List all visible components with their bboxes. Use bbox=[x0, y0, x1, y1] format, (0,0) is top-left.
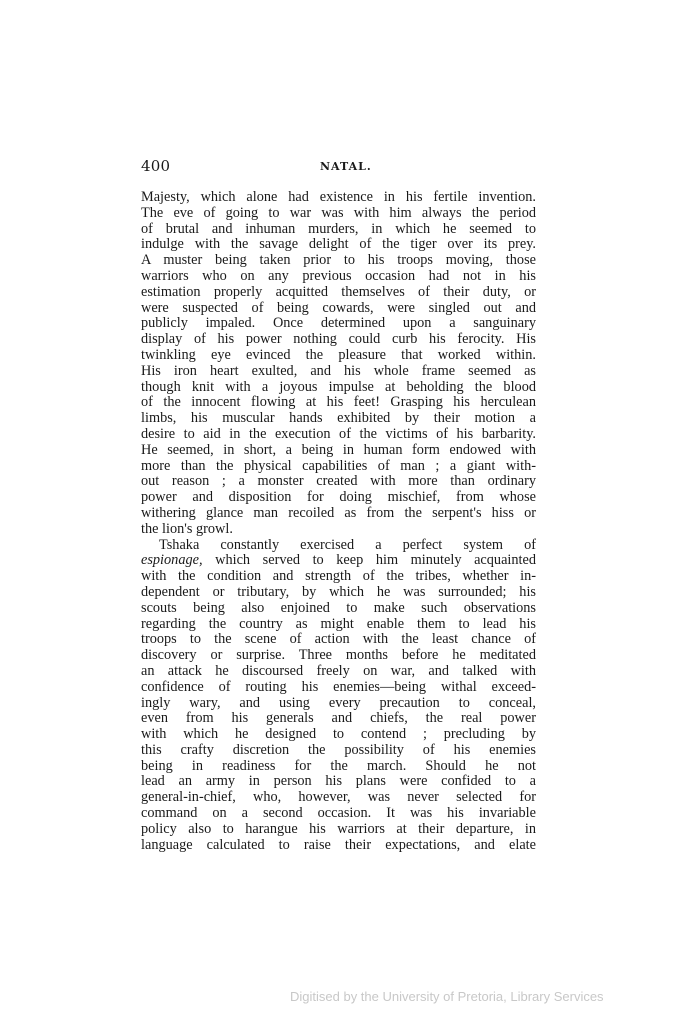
text-line: being in readiness for the march. Should he not bbox=[141, 757, 536, 774]
text-line: scouts being also enjoined to make such observations bbox=[141, 599, 536, 616]
text-line: of the innocent flowing at his feet! Grasping his herculean bbox=[141, 394, 536, 411]
text-line: discovery or surprise. Three months before he meditated bbox=[141, 647, 536, 664]
text-line: ingly wary, and using every precaution to conceal, bbox=[141, 694, 536, 711]
text-line: language calculated to raise their expectations, and elate bbox=[141, 836, 536, 853]
text-line: this crafty discretion the possibility of his enemies bbox=[141, 741, 536, 758]
text-line: display of his power nothing could curb his ferocity. His bbox=[141, 331, 536, 348]
text-line: lead an army in person his plans were confided to a bbox=[141, 773, 536, 790]
text-line: the lion's growl. bbox=[141, 520, 233, 537]
text-line: policy also to harangue his warriors at their departure, in bbox=[141, 820, 536, 837]
text-line: A muster being taken prior to his troops moving, those bbox=[141, 252, 536, 269]
text-line: twinkling eye evinced the pleasure that worked within. bbox=[141, 346, 536, 363]
text-line: general-in-chief, who, however, was never selected for bbox=[141, 789, 536, 806]
running-head: NATAL. bbox=[320, 160, 372, 173]
text-line: more than the physical capabilities of man ; a giant with- bbox=[141, 457, 536, 474]
text-line: were suspected of being cowards, were singled out and bbox=[141, 299, 536, 316]
text-line: power and disposition for doing mischief, from whose bbox=[141, 489, 536, 506]
text-line: He seemed, in short, a being in human form endowed with bbox=[141, 441, 536, 458]
text-line: Majesty, which alone had existence in his fertile invention. bbox=[141, 189, 536, 205]
text-line: The eve of going to war was with him always the period bbox=[141, 204, 536, 221]
text-line: command on a second occasion. It was his invariable bbox=[141, 805, 536, 822]
text-line: estimation properly acquitted themselves of their duty, or bbox=[141, 283, 536, 300]
text-line: troops to the scene of action with the least chance of bbox=[141, 631, 536, 648]
digitisation-credit: Digitised by the University of Pretoria, Library Services bbox=[290, 989, 604, 1004]
text-line: warriors who on any previous occasion had not in his bbox=[141, 267, 536, 284]
text-line: withering glance man recoiled as from the serpent's hiss or bbox=[141, 504, 536, 521]
text-line: with the condition and strength of the tribes, whether in- bbox=[141, 568, 536, 585]
text-line: publicly impaled. Once determined upon a sanguinary bbox=[141, 315, 536, 332]
text-line bbox=[141, 553, 536, 569]
text-line: with which he designed to contend ; precluding by bbox=[141, 726, 536, 743]
text-line-rest: which served to keep him minutely acquainted bbox=[215, 552, 537, 569]
text-line: of brutal and inhuman murders, in which he seemed to bbox=[141, 220, 536, 237]
paragraph-first-line: Tshaka constantly exercised a perfect system of bbox=[159, 536, 536, 553]
text-line: regarding the country as might enable them to lead his bbox=[141, 615, 536, 632]
text-line: His iron heart exulted, and his whole frame seemed as bbox=[141, 362, 536, 379]
text-line: even from his generals and chiefs, the real power bbox=[141, 710, 536, 727]
text-line: out reason ; a monster created with more than ordinary bbox=[141, 473, 536, 490]
text-line: though knit with a joyous impulse at beholding the blood bbox=[141, 378, 536, 395]
text-line: indulge with the savage delight of the tiger over its prey. bbox=[141, 236, 536, 253]
text-line: limbs, his muscular hands exhibited by their motion a bbox=[141, 410, 536, 427]
page-number: 400 bbox=[141, 157, 171, 175]
text-line: confidence of routing his enemies—being withal exceed- bbox=[141, 678, 536, 695]
text-line: an attack he discoursed freely on war, and talked with bbox=[141, 662, 536, 679]
text-line: desire to aid in the execution of the victims of his barbarity. bbox=[141, 425, 536, 442]
italic-word: espionage, bbox=[141, 552, 203, 569]
body-text bbox=[141, 190, 536, 853]
text-line: dependent or tributary, by which he was surrounded; his bbox=[141, 583, 536, 600]
